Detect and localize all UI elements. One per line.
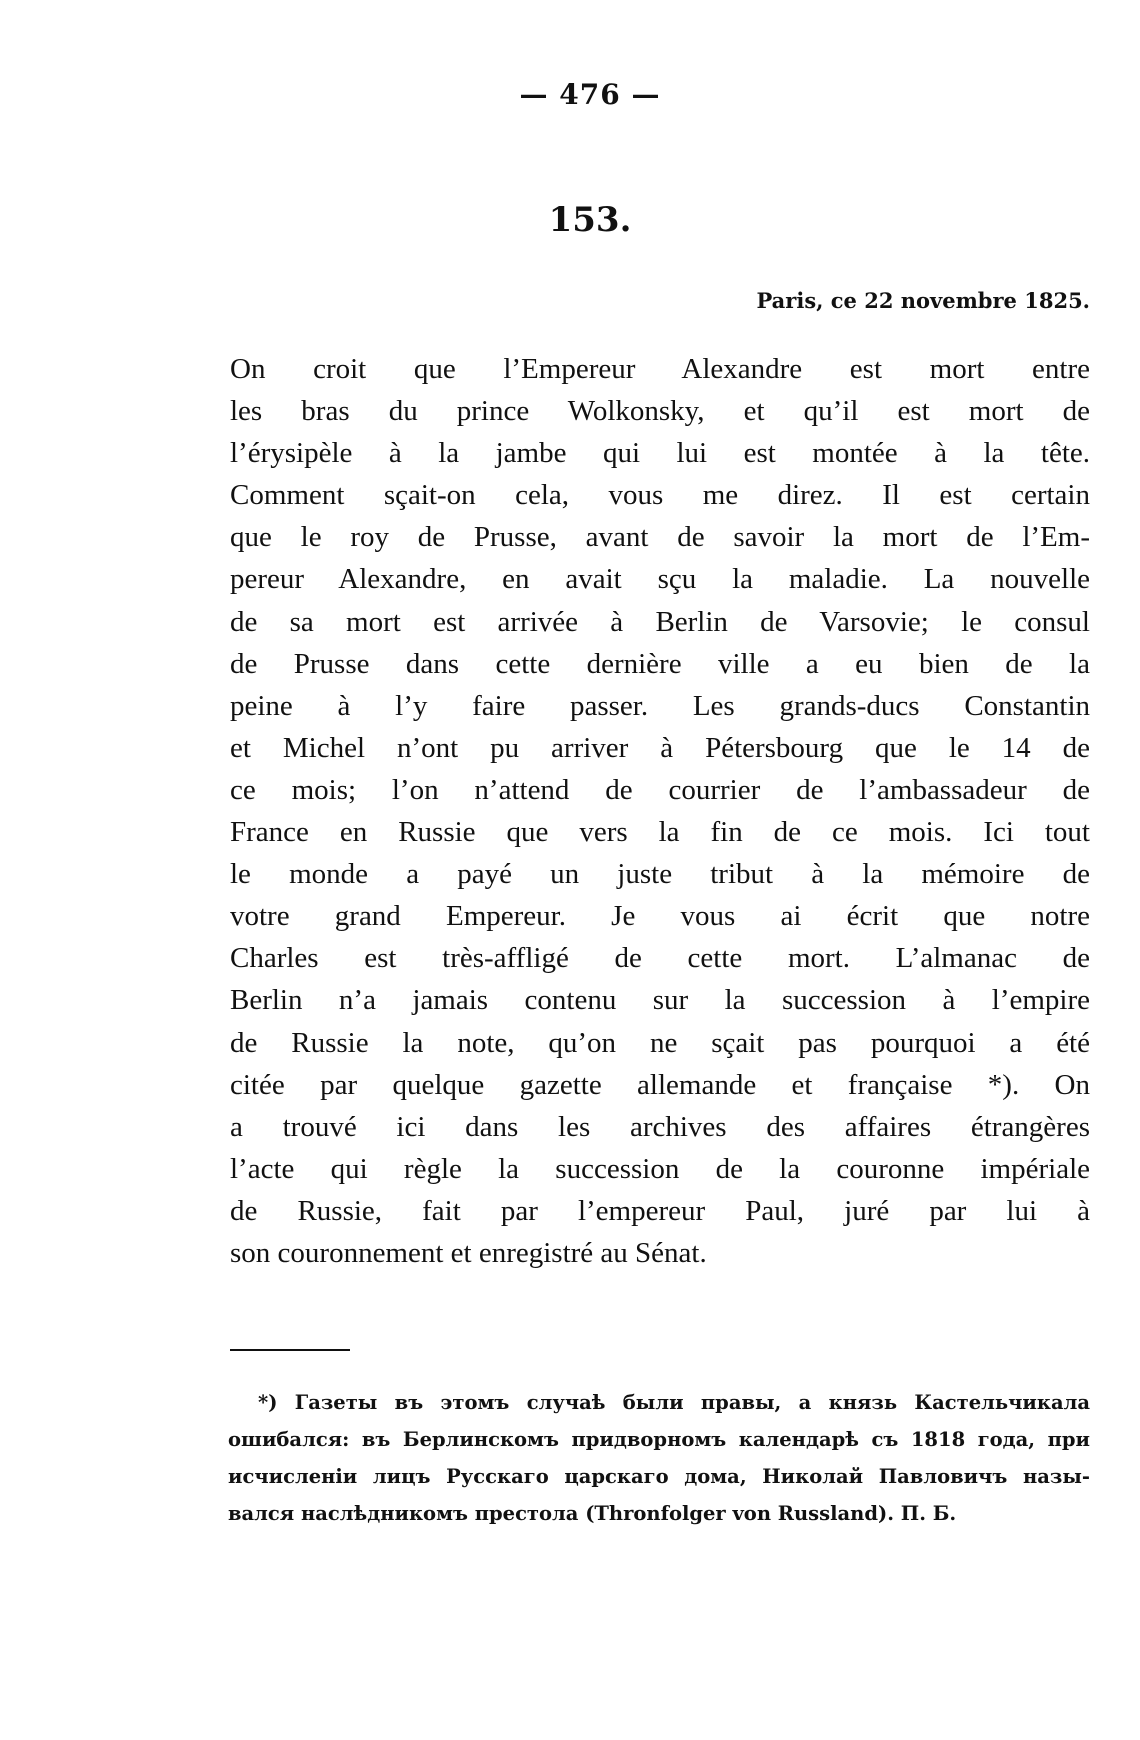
body-line: citée par quelque gazette allemande et française *). On bbox=[230, 1068, 1090, 1101]
body-line: votre grand Empereur. Je vous ai écrit que notre bbox=[230, 900, 1090, 933]
body-line: l’acte qui règle la succession de la couronne impériale bbox=[230, 1152, 1090, 1185]
body-line: a trouvé ici dans les archives des affaires étrangères bbox=[230, 1110, 1090, 1143]
body-line: pereur Alexandre, en avait sçu la maladie. La nouvelle bbox=[230, 563, 1090, 596]
body-line: le monde a payé un juste tribut à la mémoire de bbox=[230, 858, 1090, 891]
letter-number: 153. bbox=[548, 200, 632, 240]
body-line: peine à l’y faire passer. Les grands-ducs Constantin bbox=[230, 689, 1090, 722]
body-line: Charles est très-affligé de cette mort. L’almanac de bbox=[230, 942, 1090, 975]
body-line: son couronnement et enregistré au Sénat. bbox=[230, 1236, 707, 1269]
footnote-line: ошибался: въ Берлинскомъ придворномъ календарѣ съ 1818 года, при bbox=[228, 1428, 1090, 1451]
body-line: de Russie la note, qu’on ne sçait pas pourquoi a été bbox=[230, 1026, 1090, 1059]
body-line: de Russie, fait par l’empereur Paul, juré par lui à bbox=[230, 1194, 1090, 1227]
body-line: l’érysipèle à la jambe qui lui est montée à la tête. bbox=[230, 437, 1090, 470]
body-line: les bras du prince Wolkonsky, et qu’il est mort de bbox=[230, 395, 1090, 428]
body-line: On croit que l’Empereur Alexandre est mort entre bbox=[230, 353, 1090, 385]
footnote-line: вался наслѣдникомъ престола (Thronfolger von Russland). П. Б. bbox=[228, 1502, 957, 1525]
footnote-line: исчисленіи лицъ Русскаго царскаго дома, Николай Павловичъ назы- bbox=[228, 1465, 1090, 1488]
body-line: que le roy de Prusse, avant de savoir la mort de l’Em- bbox=[230, 521, 1090, 554]
body-line: France en Russie que vers la fin de ce mois. Ici tout bbox=[230, 816, 1090, 849]
body-line: de sa mort est arrivée à Berlin de Varsovie; le consul bbox=[230, 605, 1090, 638]
footnote-rule bbox=[230, 1349, 350, 1351]
footnote-line: *) Газеты въ этомъ случаѣ были правы, а князь Кастельчикала bbox=[258, 1391, 1090, 1414]
body-line: Berlin n’a jamais contenu sur la succession à l’empire bbox=[230, 984, 1090, 1017]
body-line: de Prusse dans cette dernière ville a eu bien de la bbox=[230, 647, 1090, 680]
body-line: Comment sçait-on cela, vous me direz. Il est certain bbox=[230, 479, 1090, 512]
body-line: et Michel n’ont pu arriver à Pétersbourg que le 14 de bbox=[230, 731, 1090, 764]
body-line: ce mois; l’on n’attend de courrier de l’ambassadeur de bbox=[230, 773, 1090, 806]
letter-body bbox=[230, 348, 1090, 1274]
page-number: — 476 — bbox=[519, 78, 661, 111]
dateline: Paris, ce 22 novembre 1825. bbox=[756, 288, 1090, 313]
footnote bbox=[228, 1384, 1090, 1532]
